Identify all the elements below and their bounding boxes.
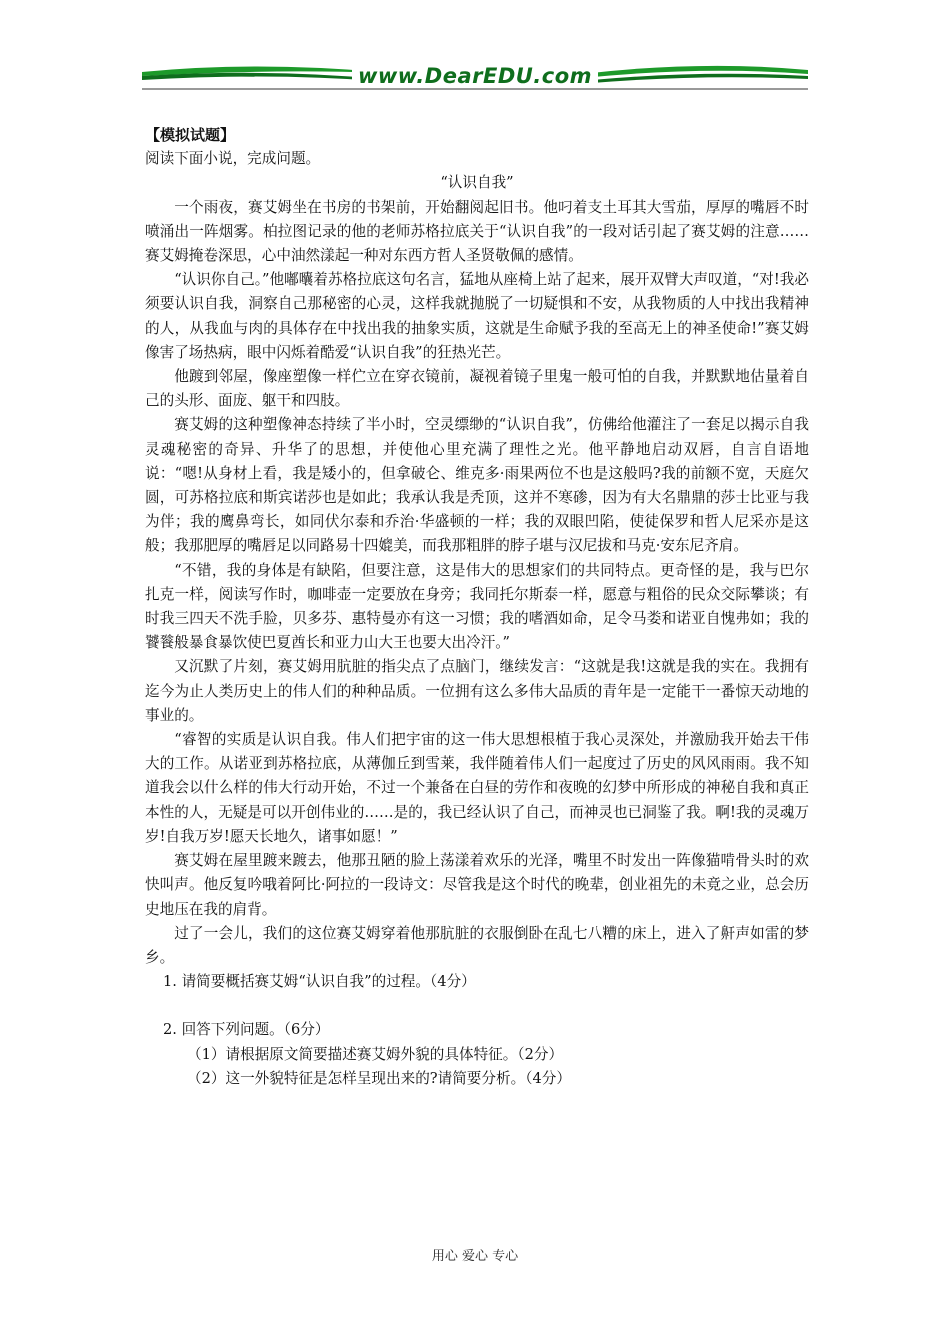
question-1: 1. 请简要概括赛艾姆“认识自我”的过程。（4分） [163,973,476,991]
section-title: 【模拟试题】 [145,126,236,144]
question-2-part-1: （1）请根据原文简要描述赛艾姆外貌的具体特征。（2分） [187,1045,564,1063]
question-2: 2. 回答下列问题。（6分） [163,1021,330,1039]
document-body [145,123,809,1091]
paragraph: 过了一会儿，我们的这位赛艾姆穿着他那肮脏的衣服倒卧在乱七八糟的床上，进入了鼾声如雷的梦乡。 [145,924,809,966]
question-2-part-2: （2）这一外貌特征是怎样呈现出来的?请简要分析。（4分） [187,1069,571,1087]
paragraph: 赛艾姆的这种塑像神态持续了半小时，空灵缥缈的“认识自我”，仿佛给他灌注了一套足以揭示自我灵魂秘密的奇异、升华了的思想，并使他心里充满了理性之光。他平静地启动双唇，自言自语地说：“嗯!从身材上看，我是矮小的，但拿破仑、维克多·雨果两位不也是这般吗?我的前额不宽，天庭欠圆，可苏格拉底和斯宾诺莎也是如此；我承认我是秃顶，这并不寒碜，因为有大名鼎鼎的莎士比亚与我为伴；我的鹰鼻弯长，如同伏尔泰和乔治·华盛顿的一样；我的双眼凹陷，使徒保罗和哲人尼采亦是这般；我那肥厚的嘴唇足以同路易十四媲美，而我那粗胖的脖子堪与汉尼拔和马克·安东尼齐肩。 [145,416,809,555]
paragraph: 赛艾姆在屋里踱来踱去，他那丑陋的脸上荡漾着欢乐的光泽，嘴里不时发出一阵像猫啃骨头时的欢快叫声。他反复吟哦着阿比·阿拉的一段诗文：尽管我是这个时代的晚辈，创业祖先的未竟之业，总会历史地压在我的肩背。 [145,852,809,918]
paragraph: “认识你自己。”他嘟囔着苏格拉底这句名言，猛地从座椅上站了起来，展开双臂大声叹道，“对!我必须要认识自我，洞察自己那秘密的心灵，这样我就抛脱了一切疑惧和不安，从我物质的人中找出我精神的人，从我血与肉的具体存在中找出我的抽象实质，这就是生命赋予我的至高无上的神圣使命!”赛艾姆像害了场热病，眼中闪烁着酷爱“认识自我”的狂热光芒。 [145,271,809,361]
page-footer: 用心 爱心 专心 [431,1249,519,1264]
site-logo: www.DearEDU.com [142,64,808,88]
instruction-text: 阅读下面小说，完成问题。 [145,150,321,168]
paragraph: 他踱到邻屋，像座塑像一样伫立在穿衣镜前，凝视着镜子里鬼一般可怕的自我，并默默地估量着自己的头形、面庞、躯干和四肢。 [145,368,809,410]
paragraph: 一个雨夜，赛艾姆坐在书房的书架前，开始翻阅起旧书。他叼着支土耳其大雪茄，厚厚的嘴唇不时喷涌出一阵烟雾。柏拉图记录的他的老师苏格拉底关于“认识自我”的一段对话引起了赛艾姆的注意……赛艾姆掩卷深思，心中油然漾起一种对东西方哲人圣贤敬佩的感情。 [145,198,809,265]
paragraph: “睿智的实质是认识自我。伟人们把宇宙的这一伟大思想根植于我心灵深处，并激励我开始去干伟大的工作。从诺亚到苏格拉底，从薄伽丘到雪莱，我伴随着伟人们一起度过了历史的风风雨雨。我不知道我会以什么样的伟大行动开始，不过一个兼备在白昼的劳作和夜晚的幻梦中所形成的神秘自我和真正本性的人，无疑是可以开创伟业的……是的，我已经认识了自己，而神灵也已洞鉴了我。啊!我的灵魂万岁!自我万岁!愿天长地久，诸事如愿！” [145,731,809,845]
paragraph: 又沉默了片刻，赛艾姆用肮脏的指尖点了点脑门，继续发言：“这就是我!这就是我的实在。我拥有迄今为止人类历史上的伟人们的种种品质。一位拥有这么多伟大品质的青年是一定能干一番惊天动地的事业的。 [145,658,809,724]
story-title: “认识自我” [440,174,514,192]
page-header [142,58,808,94]
answer-space [145,994,809,1018]
paragraph: “不错，我的身体是有缺陷，但要注意，这是伟大的思想家们的共同特点。更奇怪的是，我与巴尔扎克一样，阅读写作时，咖啡壶一定要放在身旁；我同托尔斯泰一样，愿意与粗俗的民众交际攀谈；有时我三四天不洗手脸，贝多芬、惠特曼亦有这一习惯；我的嗜酒如命，足令马娄和诺亚自愧弗如；我的饕餮般暴食暴饮使巴夏酋长和亚力山大王也要大出冷汗。” [145,561,809,652]
